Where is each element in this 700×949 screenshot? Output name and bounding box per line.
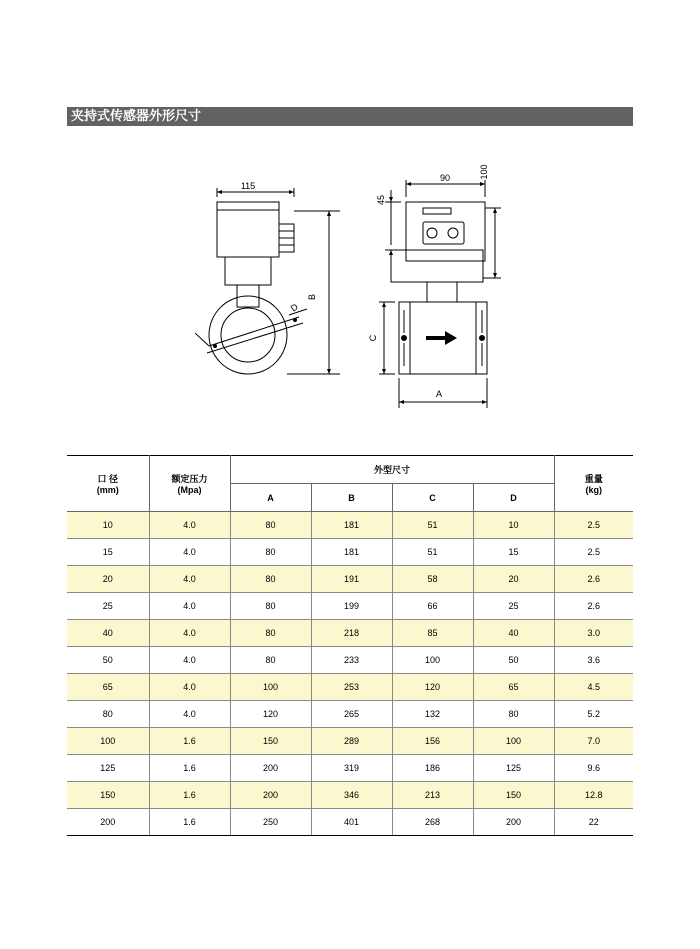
header-b: B [311,484,392,512]
cell-c: 58 [392,566,473,593]
flow-arrow-icon [445,331,457,345]
cell-bore: 20 [67,566,149,593]
header-bore: 口 径 (mm) [67,456,149,512]
cell-a: 80 [230,539,311,566]
table-row [67,647,633,674]
cell-bore: 200 [67,809,149,836]
section-title-bar [67,107,633,126]
header-weight: 重量 (kg) [554,456,633,512]
cell-c: 120 [392,674,473,701]
cell-b: 191 [311,566,392,593]
cell-d: 125 [473,755,554,782]
cell-d: 10 [473,512,554,539]
cell-c: 66 [392,593,473,620]
cell-bore: 40 [67,620,149,647]
cell-c: 100 [392,647,473,674]
cell-c: 186 [392,755,473,782]
cell-pressure: 4.0 [149,674,230,701]
cell-a: 80 [230,620,311,647]
cell-a: 200 [230,755,311,782]
cell-weight: 12.8 [554,782,633,809]
section-title: 夹持式传感器外形尺寸 [71,109,202,124]
cell-b: 181 [311,512,392,539]
cell-b: 253 [311,674,392,701]
cell-weight: 7.0 [554,728,633,755]
cell-b: 289 [311,728,392,755]
cell-bore: 150 [67,782,149,809]
table-row [67,674,633,701]
table-row [67,755,633,782]
cell-a: 80 [230,593,311,620]
table-row [67,728,633,755]
sensor-outline-drawing [195,150,505,410]
table-body [67,512,633,836]
table-row [67,593,633,620]
table-row [67,782,633,809]
flow-arrow-shaft [426,336,448,340]
table-row [67,809,633,836]
cell-bore: 25 [67,593,149,620]
cell-c: 51 [392,539,473,566]
cell-pressure: 4.0 [149,593,230,620]
table-row [67,566,633,593]
table-row [67,539,633,566]
dimension-table [67,455,633,836]
cell-weight: 3.6 [554,647,633,674]
cell-c: 51 [392,512,473,539]
cell-pressure: 4.0 [149,701,230,728]
cell-weight: 22 [554,809,633,836]
dim-a-label: A [435,389,443,399]
cell-pressure: 1.6 [149,809,230,836]
cell-bore: 15 [67,539,149,566]
cell-c: 156 [392,728,473,755]
cell-d: 20 [473,566,554,593]
cell-weight: 3.0 [554,620,633,647]
right-neck [391,250,483,282]
cell-a: 200 [230,782,311,809]
cell-a: 100 [230,674,311,701]
header-dimensions-group: 外型尺寸 [230,456,554,484]
cell-weight: 2.5 [554,539,633,566]
cell-a: 250 [230,809,311,836]
dim-45-label: 45 [376,194,386,206]
dim-115-label: 115 [240,181,256,191]
cell-b: 401 [311,809,392,836]
table-row [67,512,633,539]
cell-pressure: 4.0 [149,539,230,566]
cell-bore: 10 [67,512,149,539]
cell-pressure: 1.6 [149,782,230,809]
cell-d: 80 [473,701,554,728]
cell-b: 319 [311,755,392,782]
cell-b: 181 [311,539,392,566]
cell-d: 150 [473,782,554,809]
table-row [67,701,633,728]
cell-b: 199 [311,593,392,620]
cell-weight: 2.5 [554,512,633,539]
cell-weight: 4.5 [554,674,633,701]
cell-c: 85 [392,620,473,647]
cell-pressure: 4.0 [149,647,230,674]
cell-b: 233 [311,647,392,674]
dim-c-label: C [368,334,378,342]
left-neck [225,257,271,285]
cell-bore: 80 [67,701,149,728]
header-d: D [473,484,554,512]
header-c: C [392,484,473,512]
cell-b: 265 [311,701,392,728]
right-converter-box [406,202,485,261]
cell-c: 132 [392,701,473,728]
dim-b-label: B [307,293,317,301]
cell-pressure: 4.0 [149,512,230,539]
dim-100-label: 100 [479,164,489,180]
cell-pressure: 4.0 [149,566,230,593]
cell-weight: 9.6 [554,755,633,782]
left-body-inner [221,308,275,362]
cell-a: 80 [230,647,311,674]
cell-bore: 50 [67,647,149,674]
cell-a: 80 [230,512,311,539]
cell-d: 40 [473,620,554,647]
outline-svg [195,150,505,410]
table-row [67,620,633,647]
cell-d: 200 [473,809,554,836]
header-pressure: 额定压力 (Mpa) [149,456,230,512]
cell-a: 120 [230,701,311,728]
cell-b: 218 [311,620,392,647]
dim-d-label: D [288,301,300,314]
cell-b: 346 [311,782,392,809]
cell-weight: 2.6 [554,593,633,620]
cell-bore: 65 [67,674,149,701]
cell-d: 25 [473,593,554,620]
cell-a: 80 [230,566,311,593]
cell-c: 213 [392,782,473,809]
cell-bore: 100 [67,728,149,755]
dim-90-label: 90 [439,173,451,183]
cell-pressure: 1.6 [149,755,230,782]
cell-a: 150 [230,728,311,755]
cell-c: 268 [392,809,473,836]
cell-d: 65 [473,674,554,701]
cell-d: 15 [473,539,554,566]
cell-d: 50 [473,647,554,674]
cell-pressure: 4.0 [149,620,230,647]
cell-d: 100 [473,728,554,755]
header-a: A [230,484,311,512]
cell-bore: 125 [67,755,149,782]
cell-pressure: 1.6 [149,728,230,755]
cell-weight: 5.2 [554,701,633,728]
cell-weight: 2.6 [554,566,633,593]
